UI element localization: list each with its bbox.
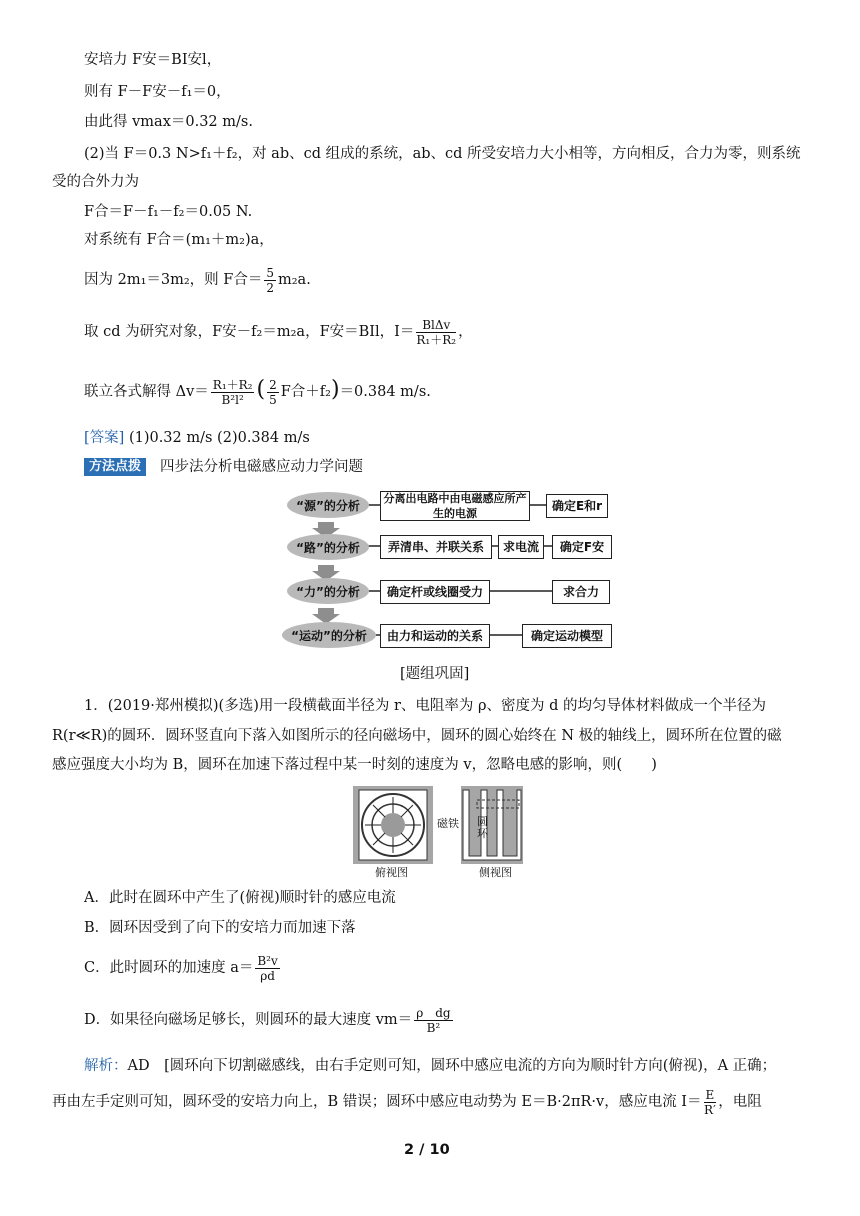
line-solve: 联立各式解得 Δv＝ $\frac{\text{R₁＋R₂}}{\text{B²l²}}$ ( $\frac{2}{5}$ F合＋f₂)＝0.384 m/s.	[84, 377, 431, 407]
line-vmax: 由此得 vmax＝0.32 m/s.	[84, 114, 253, 130]
fraction-c	[255, 954, 279, 983]
box-source-desc: 分离出电路中由电磁感应所产生的电源	[380, 491, 530, 521]
option-d-text: D．如果径向磁场足够长，则圆环的最大速度 vm＝	[84, 1012, 413, 1028]
solve-result: ＝0.384 m/s.	[339, 384, 431, 400]
option-b: B．圆环因受到了向下的安培力而加速下落	[84, 920, 356, 936]
box-determine-f: 确定F安	[552, 535, 612, 559]
analysis-text-2: 再由左手定则可知，圆环受的安培力向上，B 错误；圆环中感应电动势为 E＝B·2πR·v，感应电流 I＝	[52, 1094, 702, 1110]
line-fnet: F合＝F－f₁－f₂＝0.05 N.	[84, 204, 253, 220]
box-force-motion: 由力和运动的关系	[380, 624, 490, 648]
cd-text: 取 cd 为研究对象，F安－f₂＝m₂a，F安＝BIl，I＝	[84, 324, 415, 340]
frac-num: 2	[269, 377, 277, 392]
box-motion-model: 确定运动模型	[522, 624, 612, 648]
frac-num: B²v	[257, 953, 278, 968]
frac-num: ρ dg	[416, 1005, 451, 1020]
frac-num: R₁＋R₂	[212, 377, 253, 392]
analysis-line-1	[84, 1056, 776, 1076]
ratio-text: 因为 2m₁＝3m₂，则 F合＝	[84, 272, 263, 288]
option-d	[84, 1000, 455, 1040]
frac-den: B²l²	[221, 392, 244, 407]
question-1-line-3: 感应强度大小均为 B，圆环在加速下落过程中某一时刻的速度为 v，忽略电感的影响，则( )	[52, 757, 657, 773]
analysis-text: AD [圆环向下切割磁感线，由右手定则可知，圆环中感应电流的方向为顺时针方向(俯视)，A 正确；	[127, 1058, 777, 1074]
analysis-line-2	[52, 1082, 762, 1122]
oval-motion: “运动”的分析	[282, 622, 376, 648]
solve-text: 联立各式解得 Δv＝	[84, 384, 209, 400]
frac-den: B²	[426, 1020, 441, 1035]
answer-text: (1)0.32 m/s (2)0.384 m/s	[128, 430, 310, 446]
analysis-tail: ，电阻	[718, 1094, 762, 1110]
frac-den: R′	[704, 1102, 716, 1117]
line-equation: 则有 F－F安－f₁＝0，	[84, 84, 231, 100]
fraction-e-r	[704, 1088, 717, 1117]
frac-den: ρd	[260, 968, 275, 983]
analysis-tag: 解析：	[84, 1058, 128, 1074]
method-title: 四步法分析电磁感应动力学问题	[160, 459, 363, 475]
box-force-analysis: 确定杆或线圈受力	[380, 580, 490, 604]
inner-term: F合＋f₂	[280, 384, 331, 400]
line-part2-cont: 受的合外力为	[52, 174, 139, 190]
fraction-d	[414, 1006, 452, 1035]
line-cd: 取 cd 为研究对象，F安－f₂＝m₂a，F安＝BIl，I＝ $\frac{\text{BlΔv}}{\text{R₁＋R₂}}$ ，	[84, 317, 473, 347]
question-1-line-2: R(r≪R)的圆环．圆环竖直向下落入如图所示的径向磁场中，圆环的圆心始终在 N 极的轴线上，圆环所在位置的磁	[52, 728, 782, 744]
frac-num: BlΔv	[416, 318, 456, 333]
oval-source: “源”的分析	[287, 492, 369, 518]
line-ampere-force: 安培力 F安＝BI安l，	[84, 52, 222, 68]
line-system: 对系统有 F合＝(m₁＋m₂)a，	[84, 232, 274, 248]
frac-num: 5	[266, 265, 274, 280]
option-c-text: C．此时圆环的加速度 a＝	[84, 960, 254, 976]
frac-num: E	[705, 1087, 715, 1102]
oval-circuit: “路”的分析	[287, 534, 369, 560]
frac-den: R₁＋R₂	[416, 332, 457, 347]
box-find-current: 求电流	[498, 535, 544, 559]
frac-den: 2	[266, 280, 274, 295]
top-view-label: 俯视图	[375, 866, 408, 879]
answer-tag: [答案]	[84, 430, 125, 446]
box-net-force: 求合力	[552, 580, 610, 604]
magnet-label: 磁铁	[437, 817, 459, 830]
side-view-label: 侧视图	[479, 866, 512, 879]
line-part2: (2)当 F＝0.3 N>f₁＋f₂，对 ab、cd 组成的系统，ab、cd 所受安培力大小相等，方向相反，合力为零，则系统	[84, 146, 801, 162]
box-series-parallel: 弄清串、并联关系	[380, 535, 492, 559]
group-title: [题组巩固]	[400, 666, 470, 682]
question-1-line-1: 1．(2019·郑州模拟)(多选)用一段横截面半径为 r、电阻率为 ρ、密度为 d 的均匀导体材料做成一个半径为	[84, 698, 767, 714]
ratio-tail: m₂a.	[278, 272, 311, 288]
frac-den: 5	[269, 392, 277, 407]
option-a: A．此时在圆环中产生了(俯视)顺时针的感应电流	[84, 890, 396, 906]
box-determine-e-r: 确定E和r	[546, 494, 608, 518]
option-c	[84, 948, 282, 988]
page-number: 2 / 10	[404, 1142, 450, 1158]
ring-label: 圆环	[477, 815, 488, 840]
oval-force: “力”的分析	[287, 578, 369, 604]
method-badge: 方法点拨	[84, 458, 146, 476]
figure	[353, 786, 523, 882]
